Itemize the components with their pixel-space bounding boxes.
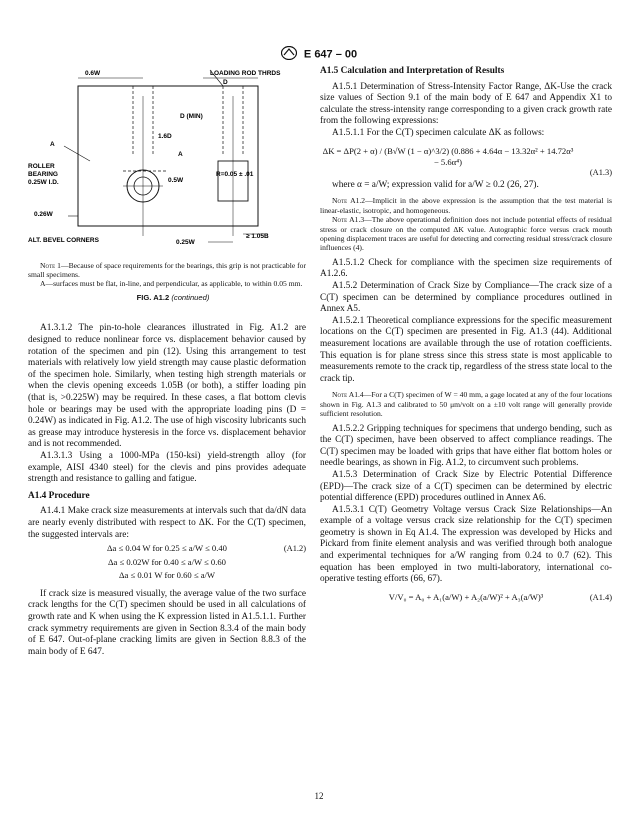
note-a1-4: Note A1.4—For a C(T) specimen of W = 40 mm, a gage located at any of the four locations shown in Fig. A1.3 and calibrated to 50 μm/volt on a ±10 volt range will generally provide sufficient resolution. xyxy=(320,390,612,419)
fig-label-alt-bevel: ALT. BEVEL CORNERS xyxy=(28,237,99,244)
fig-label-1-6d: 1.6D xyxy=(158,133,172,140)
heading-a1-5: A1.5 Calculation and Interpretation of Results xyxy=(320,66,505,76)
equation-a1-2b: Δa ≤ 0.02W for 0.40 ≤ a/W ≤ 0.60 xyxy=(108,556,226,567)
equation-a1-3: ΔK = ΔP(2 + α) / (B√W (1 − α)^3/2) (0.886 + 4.64α − 13.32α² + 14.72α³ − 5.6α⁴) (A1.3) xyxy=(322,145,612,178)
equation-a1-2c: Δa ≤ 0.01 W for 0.60 ≤ a/W xyxy=(118,570,216,581)
fig-label-id: 0.25W I.D. xyxy=(28,179,59,186)
para-a1-5-1-2: A1.5.1.2 Check for compliance with the specimen size requirements of A1.2.6. xyxy=(320,257,612,280)
fig-label-roller: ROLLER xyxy=(28,163,55,170)
para-a1-3-1-2: A1.3.1.2 The pin-to-hole clearances illustrated in Fig. A1.2 are designed to reduce nonlinear force vs. displacement behavior caused by rotation of the specimen and pin (12). Using this arrangement to test materials with relatively low yield strength may cause plastic deformation of the specimen hole. Similarly, when testing high strength materials or when the clevis opening exceeds 1.05B (or both), a stiffer loading pin (that is, >0.225W) may be required. In these cases, a flat bottom clevis hole or bearings may be used with the appropriate loading pins (D = 0.24W) as indicated in Fig. A1.2. The use of high viscosity lubricants such as grease may introduce hysteresis in the force vs. displacement behavior and is not recommended. xyxy=(28,323,306,450)
para-a1-5-1-1: A1.5.1.1 For the C(T) specimen calculate ΔK as follows: xyxy=(332,127,545,138)
para-a1-5-3: A1.5.3 Determination of Crack Size by Electric Potential Difference (EPD)—The crack size of a C(T) specimen can be determined by electric potential difference (EPD) procedures outlined in Annex A6. xyxy=(320,469,612,504)
doc-id: E 647 – 00 xyxy=(303,48,358,61)
para-a1-5-2-1: A1.5.2.1 Theoretical compliance expressions for the specific measurement locations on the C(T) specimen are presented in Fig. A1.3 (44). Additional measurement locations are available through the use of rotation coefficients. This equation is for plane stress since this stress state is most applicable to measurements remote to the crack tip, regardless of the stress state local to the crack tip. xyxy=(320,315,612,384)
note-a1-3: Note A1.3—The above operational definition does not include potential effects of residual stress or crack closure on the computed ΔK value. Autographic force versus crack mouth opening displacement traces are useful for detecting and correcting residual stress/crack closure influences (4). xyxy=(320,215,612,253)
para-a1-5-3-1: A1.5.3.1 C(T) Geometry Voltage versus Crack Size Relationships—An example of a voltage versus crack size relationship for the C(T) specimen geometry is shown in Eq A1.4. The expression was developed by Hicks and Pickard from finite element analysis and was verified through both analogue and experimental techniques for a/W ranging from 0.24 to 0.7 (62). This equation has been employed in two multi-laboratory, international co-operative testing efforts (66, 67). xyxy=(320,504,612,585)
para-a1-4-1: A1.4.1 Make crack size measurements at intervals such that da/dN data are nearly evenly distributed with respect to ΔK. For the C(T) specimen, the suggested intervals are: xyxy=(28,506,306,540)
fig-note-a: A—surfaces must be flat, in-line, and perpendicular, as applicable, to within 0.05 mm. xyxy=(40,279,303,289)
fig-label-0-6w: 0.6W xyxy=(85,70,101,77)
fig-label-r: R=0.05 ± .01 xyxy=(216,171,254,178)
fig-label-0-26w: 0.26W xyxy=(34,211,53,218)
fig-label-loading-rod: LOADING ROD THRDS xyxy=(210,70,281,77)
fig-label-a1: A xyxy=(50,141,55,148)
figure-a1-2 xyxy=(28,66,306,256)
para-a1-5-2: A1.5.2 Determination of Crack Size by Compliance—The crack size of a C(T) specimen can be determined by compliance procedures outlined in Annex A5. xyxy=(320,280,612,315)
fig-label-d-min: D (MIN) xyxy=(180,113,203,120)
astm-logo-icon xyxy=(281,46,297,63)
equation-a1-4: V/V₀ = A₀ + A₁(a/W) + A₂(a/W)² + A₃(a/W)³ (A1.4) xyxy=(388,591,612,602)
page-header xyxy=(0,46,638,63)
left-column xyxy=(28,66,306,658)
heading-a1-4: A1.4 Procedure xyxy=(28,490,90,501)
figure-caption: FIG. A1.2 (continued) xyxy=(136,292,210,302)
para-if-crack: If crack size is measured visually, the average value of the two surface crack lengths for the C(T) specimen should be used in all calculations of growth rate and K when using the K expression listed in A1.5.1.1. Further crack symmetry requirements are given in Section 8.3.4 of the main body of E 647. Out-of-plane cracking limits are given in Section 8.8.3 of the main body of E 647. xyxy=(28,588,306,657)
equation-a1-2: Δa ≤ 0.04 W for 0.25 ≤ a/W ≤ 0.40 (A1.2) xyxy=(107,543,306,554)
para-where: where α = a/W; expression valid for a/W ≥ 0.2 (26, 27). xyxy=(332,179,539,190)
note-a1-2: Note A1.2—Implicit in the above expression is the assumption that the test material is linear-elastic, isotropic, and homogeneous. xyxy=(320,196,612,215)
fig-label-bearing: BEARING xyxy=(28,171,58,178)
fig-note-1: Note 1—Because of space requirements for the bearings, this grip is not practicable for small specimens. xyxy=(28,260,306,279)
fig-label-0-5w: 0.5W xyxy=(168,177,184,184)
fig-label-d: D xyxy=(223,79,228,86)
para-a1-3-1-3: A1.3.1.3 Using a 1000-MPa (150-ksi) yield-strength alloy (for example, AISI 4340 steel) for the clevis and pins provides adequate strength and resistance to galling and fatigue. xyxy=(28,450,306,485)
page-number: 12 xyxy=(314,791,324,801)
fig-label-a2: A xyxy=(178,151,183,158)
para-a1-5-1: A1.5.1 Determination of Stress-Intensity Factor Range, ΔK-Use the crack size values of Section 9.1 of the main body of E 647 and Appendix X1 to calculate the stress-intensity range corresponding to a given crack growth rate from the following expressions: xyxy=(320,81,612,127)
right-column xyxy=(320,66,612,605)
fig-label-1-05b: ≥ 1.05B xyxy=(246,233,269,240)
para-a1-5-2-2: A1.5.2.2 Gripping techniques for specimens that undergo bending, such as the C(T) specimen, have been observed to affect compliance readings. The C(T) specimen may be loaded with grips that have either flat bottom holes or needle bearings, as shown in Fig. A1.2, to circumvent such problems. xyxy=(320,423,612,469)
fig-label-0-25w: 0.25W xyxy=(176,239,195,246)
